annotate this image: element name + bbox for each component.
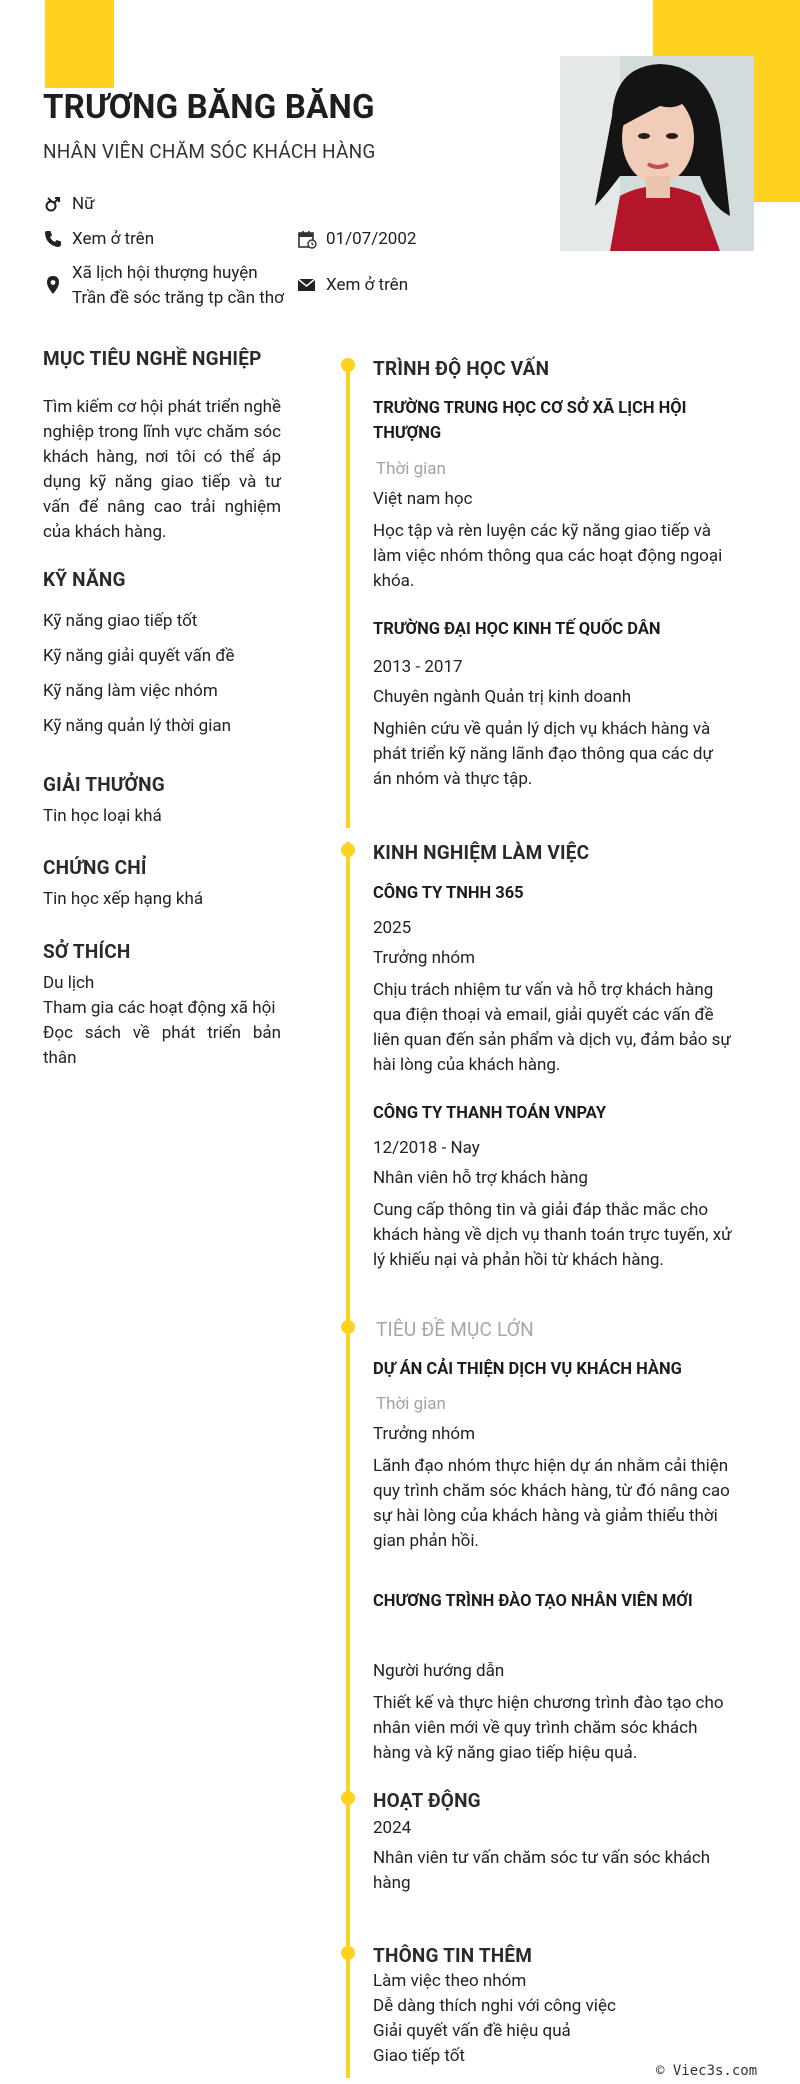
skill-item: Kỹ năng làm việc nhóm [43, 681, 218, 701]
location-pin-icon [43, 275, 63, 295]
additional-item: Giao tiếp tốt [373, 2046, 465, 2066]
additional-item: Làm việc theo nhóm [373, 1971, 527, 1991]
phone-value[interactable]: Xem ở trên [72, 229, 155, 249]
objective-section [43, 347, 281, 545]
hobby-item: Du lịch [43, 973, 95, 993]
education-desc: Nghiên cứu về quản lý dịch vụ khách hàng và phát triển kỹ năng lãnh đạo thông qua các dự án nhóm và thực tập. [373, 719, 713, 789]
certificates-section [43, 856, 281, 912]
project-role: Người hướng dẫn [373, 1661, 505, 1681]
hobby-item: Tham gia các hoạt động xã hội [43, 998, 276, 1018]
awards-text: Tin học loại khá [43, 806, 162, 826]
phone-icon [43, 229, 63, 249]
project-time: Thời gian [376, 1394, 446, 1414]
project-desc: Thiết kế và thực hiện chương trình đào tạo cho nhân viên mới về quy trình chăm sóc khách hàng và kỹ năng giao tiếp hiệu quả. [373, 1693, 724, 1763]
gender-value: Nữ [72, 194, 95, 214]
skill-item: Kỹ năng quản lý thời gian [43, 716, 231, 736]
education-major: Chuyên ngành Quản trị kinh doanh [373, 687, 632, 707]
experience-company: CÔNG TY THANH TOÁN VNPAY [373, 1104, 607, 1123]
skills-title: KỸ NĂNG [43, 568, 126, 591]
project-name: CHƯƠNG TRÌNH ĐÀO TẠO NHÂN VIÊN MỚI [373, 1592, 693, 1611]
experience-company: CÔNG TY TNHH 365 [373, 884, 524, 903]
experience-time: 2025 [373, 918, 412, 938]
certificates-text: Tin học xếp hạng khá [43, 889, 204, 909]
additional-item: Giải quyết vấn đề hiệu quả [373, 2021, 571, 2041]
email-row [297, 273, 408, 298]
education-org: TRƯỜNG TRUNG HỌC CƠ SỞ XÃ LỊCH HỘI THƯỢNG [373, 399, 687, 443]
activities-section [373, 1789, 733, 1896]
gender-row [43, 192, 95, 217]
envelope-icon [297, 275, 317, 295]
experience-title: KINH NGHIỆM LÀM VIỆC [373, 841, 590, 864]
profile-photo [560, 56, 754, 251]
candidate-role: NHÂN VIÊN CHĂM SÓC KHÁCH HÀNG [43, 140, 376, 163]
projects-section [373, 1318, 733, 1766]
timeline-dot [341, 843, 355, 857]
skill-item: Kỹ năng giao tiếp tốt [43, 611, 198, 631]
project-role: Trưởng nhóm [373, 1424, 476, 1444]
timeline-dot [341, 358, 355, 372]
awards-section [43, 773, 281, 829]
activities-desc: Nhân viên tư vấn chăm sóc tư vấn sóc khách hàng [373, 1848, 711, 1893]
skills-section [43, 568, 281, 739]
education-section [373, 357, 733, 792]
awards-title: GIẢI THƯỞNG [43, 773, 165, 796]
hobby-item: Đọc sách về phát triển bản thân [43, 1023, 281, 1068]
objective-text: Tìm kiếm cơ hội phát triển nghề nghiệp trong lĩnh vực chăm sóc khách hàng, nơi tôi có thể áp dụng kỹ năng giao tiếp và tư vấn để nâng cao trải nghiệm của khách hàng. [43, 397, 281, 542]
education-major: Việt nam học [373, 489, 473, 509]
phone-row [43, 227, 154, 252]
project-desc: Lãnh đạo nhóm thực hiện dự án nhằm cải thiện quy trình chăm sóc khách hàng, từ đó nâng cao sự hài lòng của khách hàng và giảm thiểu thời gian phản hồi. [373, 1456, 730, 1551]
projects-title: TIÊU ĐỀ MỤC LỚN [376, 1318, 534, 1341]
copyright-watermark: © Viec3s.com [656, 2063, 758, 2079]
address-row [43, 261, 284, 311]
birthday-row [297, 227, 416, 252]
timeline-line [346, 842, 350, 2078]
timeline-dot [341, 1320, 355, 1334]
certificates-title: CHỨNG CHỈ [43, 856, 147, 879]
experience-position: Trưởng nhóm [373, 948, 476, 968]
email-value[interactable]: Xem ở trên [326, 275, 409, 295]
education-desc: Học tập và rèn luyện các kỹ năng giao tiếp và làm việc nhóm thông qua các hoạt động ngoại khóa. [373, 521, 723, 591]
education-time: Thời gian [376, 459, 446, 479]
candidate-name: TRƯƠNG BĂNG BĂNG [43, 88, 375, 127]
skill-item: Kỹ năng giải quyết vấn đề [43, 646, 235, 666]
education-org: TRƯỜNG ĐẠI HỌC KINH TẾ QUỐC DÂN [373, 620, 661, 639]
address-line-1: Xã lịch hội thượng huyện [72, 263, 258, 283]
experience-position: Nhân viên hỗ trợ khách hàng [373, 1168, 588, 1188]
additional-title: THÔNG TIN THÊM [373, 1944, 533, 1967]
hobbies-title: SỞ THÍCH [43, 940, 131, 963]
activities-time: 2024 [373, 1818, 412, 1838]
timeline-dot [341, 1946, 355, 1960]
timeline-dot [341, 1791, 355, 1805]
education-title: TRÌNH ĐỘ HỌC VẤN [373, 357, 550, 380]
timeline-line [346, 358, 350, 828]
calendar-icon [297, 229, 317, 249]
address-line-2: Trần đề sóc trăng tp cần thơ [72, 288, 284, 308]
additional-section [373, 1944, 733, 2069]
experience-desc: Cung cấp thông tin và giải đáp thắc mắc cho khách hàng về dịch vụ thanh toán trực tuyến, xử lý khiếu nại và phản hồi từ khách hàng. [373, 1200, 732, 1270]
experience-time: 12/2018 - Nay [373, 1138, 480, 1158]
hobbies-section [43, 940, 281, 1071]
additional-item: Dễ dàng thích nghi với công việc [373, 1996, 616, 2016]
experience-section [373, 841, 733, 1273]
education-time: 2013 - 2017 [373, 657, 463, 677]
decor-block-left [45, 0, 114, 88]
project-name: DỰ ÁN CẢI THIỆN DỊCH VỤ KHÁCH HÀNG [373, 1360, 682, 1379]
experience-desc: Chịu trách nhiệm tư vấn và hỗ trợ khách hàng qua điện thoại và email, giải quyết các vấn đề liên quan đến sản phẩm và dịch vụ, đảm bảo sự hài lòng của khách hàng. [373, 980, 731, 1075]
objective-title: MỤC TIÊU NGHỀ NGHIỆP [43, 347, 262, 370]
gender-icon [43, 194, 63, 214]
activities-title: HOẠT ĐỘNG [373, 1789, 481, 1812]
birthday-value: 01/07/2002 [326, 229, 417, 249]
